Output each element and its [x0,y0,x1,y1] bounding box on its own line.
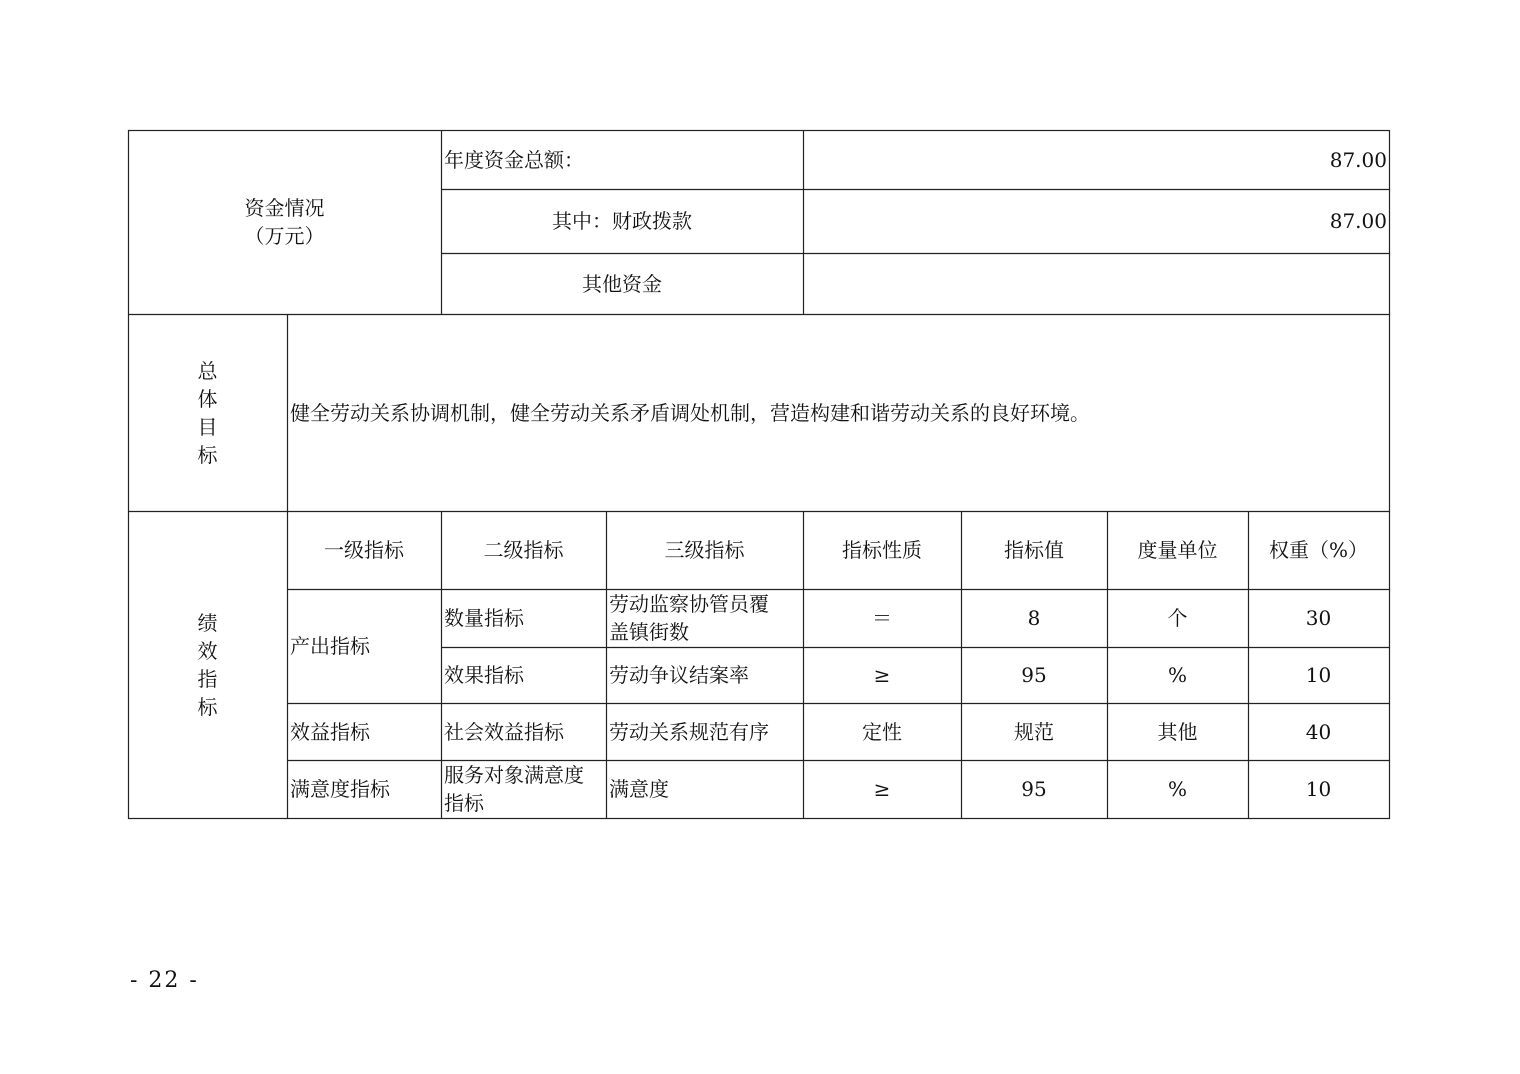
row-level1-satisfaction: 满意度指标 [290,777,390,801]
row-level2: 数量指标 [444,606,524,630]
goal-label-cell [128,314,287,511]
row-nature: ≥ [873,777,891,801]
performance-label-char: 指 [197,666,218,691]
row-level3: 劳动争议结案率 [609,663,749,687]
row-value: 95 [1021,777,1047,801]
header-nature: 指标性质 [842,538,922,562]
row-value: 规范 [1014,719,1054,744]
annual-total-label: 年度资金总额： [444,147,584,172]
goal-label-char: 目 [197,414,218,439]
row-weight: 10 [1305,777,1332,801]
row-value: 95 [1021,663,1047,687]
row-unit: 个 [1167,606,1188,630]
row-unit: % [1167,663,1187,687]
other-funds-value [803,253,1389,314]
row-weight: 30 [1305,606,1332,630]
fiscal-allocation-value: 87.00 [1329,209,1387,233]
fiscal-allocation-label: 其中：财政拨款 [552,209,692,233]
other-funds-label: 其他资金 [582,271,662,296]
row-level2 [441,760,606,818]
row-nature: ≥ [873,663,891,687]
row-nature: ＝ [872,606,892,630]
row-level2: 社会效益指标 [444,719,564,744]
row-level2-text: 服务对象满意度指标 [444,763,584,815]
row-level3 [606,589,803,647]
annual-total-value: 87.00 [1329,147,1387,172]
page-number: - 22 - [130,968,199,993]
performance-label-char: 绩 [197,610,218,635]
funding-label-line1: 资金情况 [244,196,325,220]
row-unit: % [1167,777,1187,801]
goal-text: 健全劳动关系协调机制，健全劳动关系矛盾调处机制，营造构建和谐劳动关系的良好环境。 [290,400,1090,425]
funding-label-line2: （万元） [244,224,325,248]
row-unit: 其他 [1157,719,1198,744]
row-value: 8 [1027,606,1041,630]
funding-label-cell [128,130,441,314]
goal-label-char: 总 [197,358,218,383]
goal-label-char: 标 [197,442,218,467]
performance-label-char: 标 [197,694,218,719]
row-nature: 定性 [862,719,902,744]
row-level1-output: 产出指标 [290,634,370,658]
row-level1-benefit: 效益指标 [290,719,370,744]
header-value: 指标值 [1004,538,1064,562]
header-unit: 度量单位 [1137,538,1218,562]
row-level3-text: 劳动监察协管员覆盖镇街数 [609,592,769,644]
header-level3: 三级指标 [664,538,745,562]
performance-label-char: 效 [197,638,218,663]
goal-label-char: 体 [197,386,218,411]
header-level2: 二级指标 [483,538,564,562]
row-level2: 效果指标 [444,663,524,687]
row-level3: 满意度 [609,777,669,801]
row-level3: 劳动关系规范有序 [609,719,769,744]
performance-label-cell [128,511,287,818]
row-weight: 10 [1305,663,1332,687]
row-weight: 40 [1305,719,1332,744]
header-level1: 一级指标 [324,538,404,562]
header-weight: 权重（%） [1268,538,1368,562]
